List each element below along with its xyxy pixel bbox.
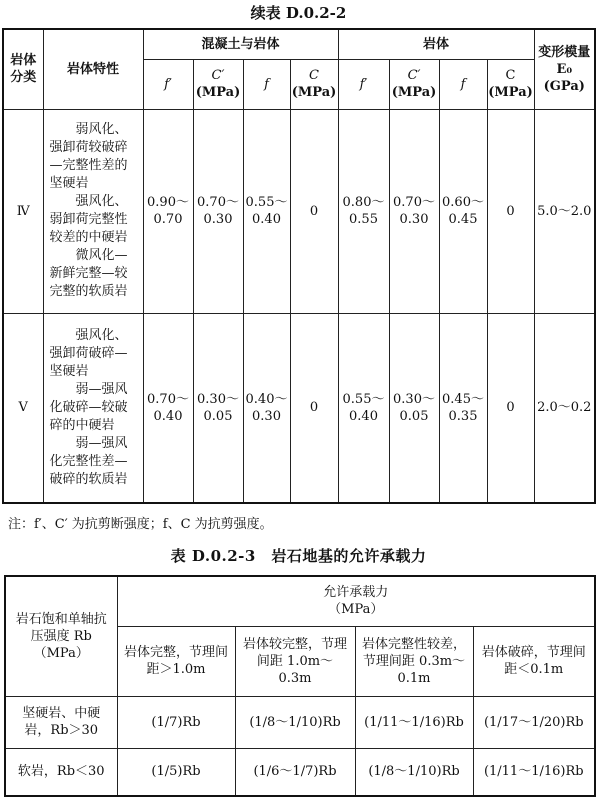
header-concrete-rock: 混凝土与岩体 <box>143 29 338 59</box>
f-symbol: f <box>264 76 269 92</box>
value-cell: 0.70～0.30 <box>389 109 439 313</box>
property-text: 弱—强风化破碎—较破碎的中硬岩 <box>49 381 128 433</box>
header-rock-property: 岩体特性 <box>43 29 143 109</box>
c-prime-unit: (MPa) <box>195 85 241 100</box>
value-cell: 0.55～0.40 <box>243 109 290 313</box>
value-cell: 0 <box>290 313 338 503</box>
value-cell: (1/7)Rb <box>117 696 235 748</box>
value-cell: 0.90～0.70 <box>143 109 193 313</box>
value-cell: 0.30～0.05 <box>389 313 439 503</box>
header-col: 岩体较完整，节理间距 1.0m～0.3m <box>235 626 355 696</box>
rock-class-cell: Ⅴ <box>3 313 43 503</box>
header-deform-modulus: 变形模量 E₀ (GPa) <box>534 29 595 109</box>
shear-strength-table <box>2 28 596 504</box>
row-label: 软岩，Rb＜30 <box>5 748 117 796</box>
header-rock: 岩体 <box>338 29 534 59</box>
value-cell: 0 <box>487 313 534 503</box>
value-cell: 0 <box>290 109 338 313</box>
value-cell: (1/8～1/10)Rb <box>355 748 473 796</box>
table-row <box>5 748 595 796</box>
value-cell: 0.55～0.40 <box>338 313 389 503</box>
value-cell: (1/17～1/20)Rb <box>473 696 595 748</box>
value-cell: 0.45～0.35 <box>439 313 487 503</box>
header-f-concrete <box>243 59 290 109</box>
rock-property-cell <box>43 109 143 313</box>
value-cell: 0.40～0.30 <box>243 313 290 503</box>
value-cell: (1/8～1/10)Rb <box>235 696 355 748</box>
table-row <box>3 109 595 313</box>
value-cell: 0.60～0.45 <box>439 109 487 313</box>
value-cell: 0.80～0.55 <box>338 109 389 313</box>
c-prime-symbol: C′ <box>407 68 421 83</box>
c-prime-symbol: C′ <box>211 68 225 83</box>
header-c-concrete <box>290 59 338 109</box>
value-cell: (1/5)Rb <box>117 748 235 796</box>
allowable-label: 允许承载力 <box>323 585 389 601</box>
value-cell: 0 <box>487 109 534 313</box>
property-text: 弱风化、强卸荷较破碎—完整性差的坚硬岩 <box>49 122 128 191</box>
table-row <box>5 696 595 748</box>
value-cell: 0.70～0.30 <box>193 109 243 313</box>
rock-class-cell: Ⅳ <box>3 109 43 313</box>
header-strength: 岩石饱和单轴抗压强度 Rb（MPa） <box>5 576 117 696</box>
header-rock-class: 岩体分类 <box>3 29 43 109</box>
rock-property-cell <box>43 313 143 503</box>
header-col: 岩体完整，节理间距＞1.0m <box>117 626 235 696</box>
table1-caption: 续表 D.0.2-2 <box>250 4 347 22</box>
header-c-rock <box>487 59 534 109</box>
row-label: 坚硬岩、中硬岩，Rb＞30 <box>5 696 117 748</box>
modulus-cell: 5.0～2.0 <box>534 109 595 313</box>
header-allowable <box>117 576 595 626</box>
bearing-capacity-table <box>4 575 596 797</box>
table-row <box>3 313 595 503</box>
property-text: 微风化—新鲜完整—较完整的软质岩 <box>49 248 128 299</box>
modulus-cell: 2.0～0.2 <box>534 313 595 503</box>
c-unit: (MPa) <box>488 85 533 100</box>
value-cell: 0.70～0.40 <box>143 313 193 503</box>
header-f-prime-rock <box>338 59 389 109</box>
c-symbol: C <box>505 68 516 83</box>
header-c-prime-concrete <box>193 59 243 109</box>
f-symbol: f <box>460 76 466 92</box>
value-cell: (1/11～1/16)Rb <box>355 696 473 748</box>
c-unit: (MPa) <box>291 85 337 100</box>
c-symbol: C <box>309 68 319 83</box>
value-cell: (1/6～1/7)Rb <box>235 748 355 796</box>
table2-caption: 表 D.0.2-3 岩石地基的允许承载力 <box>170 547 427 565</box>
f-prime-symbol: f′ <box>164 76 172 92</box>
header-f-rock <box>439 59 487 109</box>
value-cell: 0.30～0.05 <box>193 313 243 503</box>
header-col: 岩体破碎，节理间距＜0.1m <box>473 626 595 696</box>
property-text: 弱—强风化完整性差—破碎的软质岩 <box>49 435 128 487</box>
f-prime-symbol: f′ <box>359 76 368 92</box>
table1-note: 注：f′、C′ 为抗剪断强度；f、C 为抗剪强度。 <box>8 517 273 532</box>
value-cell: (1/11～1/16)Rb <box>473 748 595 796</box>
allowable-unit: （MPa） <box>328 602 384 618</box>
header-f-prime-concrete <box>143 59 193 109</box>
property-text: 强风化、强卸荷破碎—坚硬岩 <box>49 327 128 379</box>
header-c-prime-rock <box>389 59 439 109</box>
c-prime-unit: (MPa) <box>391 85 437 100</box>
property-text: 强风化、弱卸荷完整性较差的中硬岩 <box>49 194 128 245</box>
header-col: 岩体完整性较差，节理间距 0.3m～0.1m <box>355 626 473 696</box>
